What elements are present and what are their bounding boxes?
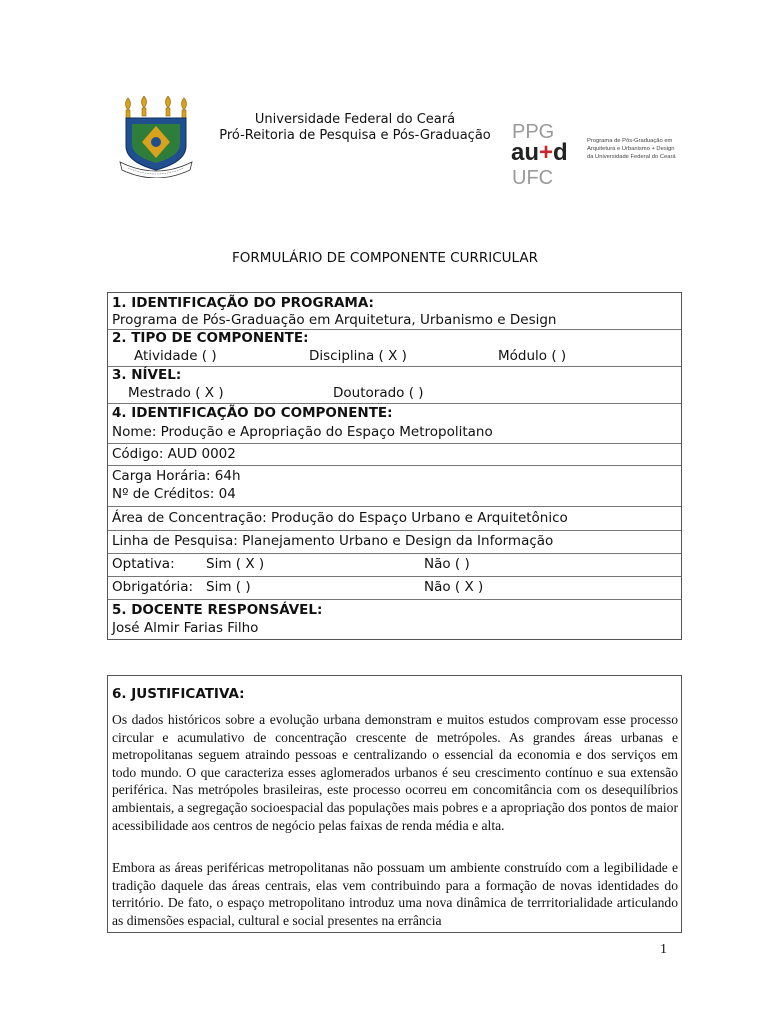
university-crest-logo <box>118 96 194 178</box>
section-4-title: 4. IDENTIFICAÇÃO DO COMPONENTE: <box>112 405 393 421</box>
row-divider <box>108 576 681 577</box>
prorectorate-name: Pró-Reitoria de Pesquisa e Pós-Graduação <box>219 128 491 143</box>
option-doutorado: Doutorado ( ) <box>333 385 424 401</box>
logo-line-3: da Universidade Federal do Ceará <box>587 154 676 160</box>
row-divider <box>108 506 681 507</box>
research-line: Linha de Pesquisa: Planejamento Urbano e Design da Informação <box>112 533 554 549</box>
row-divider <box>108 366 681 367</box>
obrigatoria-nao: Não ( X ) <box>424 579 484 595</box>
logo-ufc-text: UFC <box>512 167 554 188</box>
row-divider <box>108 553 681 554</box>
option-modulo: Módulo ( ) <box>498 348 567 364</box>
workload: Carga Horária: 64h <box>112 468 241 484</box>
row-divider <box>108 599 681 600</box>
option-mestrado: Mestrado ( X ) <box>128 385 224 401</box>
section-2-title: 2. TIPO DE COMPONENTE: <box>112 330 309 346</box>
option-disciplina: Disciplina ( X ) <box>309 348 407 364</box>
component-name: Nome: Produção e Apropriação do Espaço Metropolitano <box>112 424 493 440</box>
logo-ppg-text: PPG <box>512 121 555 143</box>
row-divider <box>108 443 681 444</box>
obrigatoria-label: Obrigatória: <box>112 579 194 595</box>
logo-aud-text: au+d <box>511 139 568 166</box>
page-number: 1 <box>660 942 667 957</box>
component-code: Código: AUD 0002 <box>112 446 236 462</box>
row-divider <box>108 530 681 531</box>
section-1-title: 1. IDENTIFICAÇÃO DO PROGRAMA: <box>112 295 374 311</box>
justification-paragraph-1: Os dados históricos sobre a evolução urbana demonstram e muitos estudos comprovam esse processo circular e acumulativo de concentração crescente de metrópoles. As grandes áreas urbanas e metropolitanas seguem atraindo pessoas e centralizando o essencial da economia e dos serviços em todo mundo. O que caracteriza esses aglomerados urbanos é seu crescimento contínuo e sua extensão periférica. Nas metrópoles brasileiras, este processo ocorreu em concomitância com os desequilíbrios ambientais, a segregação socioespacial das populações mais pobres e a apropriação dos pontos de maior acessibilidade aos centros de negócio pelas faixas de renda média e alta. <box>112 712 678 833</box>
section-6-title: 6. JUSTIFICATIVA: <box>112 686 245 702</box>
program-name: Programa de Pós-Graduação em Arquitetura, Urbanismo e Design <box>112 312 557 328</box>
option-atividade: Atividade ( ) <box>134 348 217 364</box>
row-divider <box>108 465 681 466</box>
optativa-sim: Sim ( X ) <box>206 556 265 572</box>
identification-table <box>107 292 682 640</box>
form-title: FORMULÁRIO DE COMPONENTE CURRICULAR <box>232 250 538 266</box>
credits: Nº de Créditos: 04 <box>112 486 236 502</box>
concentration-area: Área de Concentração: Produção do Espaço Urbano e Arquitetônico <box>112 510 568 526</box>
logo-line-1: Programa de Pós-Graduação em <box>587 138 673 144</box>
optativa-label: Optativa: <box>112 556 175 572</box>
logo-line-2: Arquitetura e Urbanismo + Design <box>587 146 675 152</box>
optativa-nao: Não ( ) <box>424 556 470 572</box>
obrigatoria-sim: Sim ( ) <box>206 579 251 595</box>
section-5-title: 5. DOCENTE RESPONSÁVEL: <box>112 602 323 618</box>
lecturer-name: José Almir Farias Filho <box>112 620 259 636</box>
justification-paragraph-2: Embora as áreas periféricas metropolitanas não possuam um ambiente construído com a legibilidade e tradição daquele das áreas centrais, elas vem contribuindo para a formação de novas identidades do território. De fato, o espaço metropolitano introduz uma nova dinâmica de terrritorialidade articulando as dimensões espacial, cultural e social presentes na errância <box>112 860 678 928</box>
section-3-title: 3. NÍVEL: <box>112 367 182 383</box>
ppg-aud-logo <box>510 118 685 188</box>
justification-box <box>107 675 682 933</box>
university-name: Universidade Federal do Ceará <box>254 112 456 127</box>
